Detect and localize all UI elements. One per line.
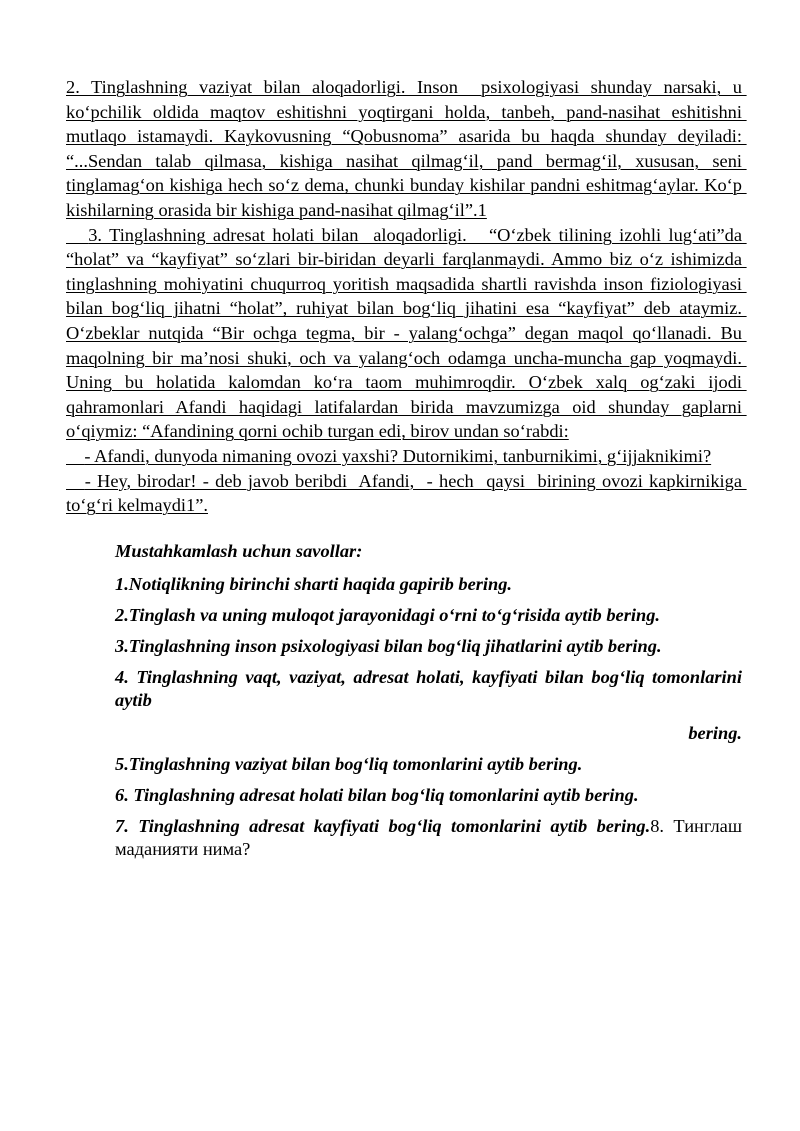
question-4-end: bering. bbox=[688, 722, 742, 743]
question-5: 5.Tinglashning vaziyat bilan bog‘liq tomonlarini aytib bering. bbox=[115, 753, 583, 774]
paragraph-addressee-state: 3. Tinglashning adresat holati bilan aloqadorligi. “O‘zbek tilining izohli lug‘ati”da “holat” va “kayfiyat” so‘zlari bir-biridan deyarli farqlanmaydi. Ammo biz o‘z ishimizda tinglashning mohiyatini chuqurroq yoritish maqsadida shartli ravishda inson fiziologiyasi bilan bog‘liq jihatni “holat”, ruhiyat bilan bog‘liq jihatini esa “kayfiyat” deb ataymiz. O‘zbeklar nutqida “Bir ochga tegma, bir - yalang‘ochga” degan maqol qo‘llanadi. Bu maqolning bir ma’nosi shuki, och va yalang‘och odamga uncha-muncha gap yoqmaydi. Uning bu holatida kalomdan ko‘ra taom muhimroqdir. O‘zbek xalq og‘zaki ijodi qahramonlari Afandi haqidagi latifalardan birida mavzumizga oid shunday gaplarni o‘qiymiz: “Afandining qorni ochib turgan edi, birov undan so‘rabdi: bbox=[66, 224, 747, 442]
paragraph-situation: 2. Tinglashning vaziyat bilan aloqadorligi. Inson psixologiyasi shunday narsaki, u ko‘pchilik oldida maqtov eshitishni yoqtirgani holda, tanbeh, pand-nasihat eshitishni mutlaqo istamaydi. Kaykovusning “Qobusnoma” asarida bu haqda shunday deyiladi: “...Sendan talab qilmasa, kishiga nasihat qilmag‘il, pand bermag‘il, xususan, seni tinglamag‘on kishiga hech so‘z dema, chunki bunday kishilar pandni eshitmag‘aylar. Ko‘p kishilarning orasida bir kishiga pand-nasihat qilmag‘il”.1 bbox=[66, 77, 747, 220]
questions-heading: Mustahkamlash uchun savollar: bbox=[115, 540, 363, 561]
paragraph-dialogue-answer: - Hey, birodar! - deb javob beribdi Afandi, - hech qaysi birining ovozi kapkirnikiga to‘g‘ri kelmaydi1”. bbox=[66, 470, 747, 516]
question-8: 8. Тинглаш маданияти нима? bbox=[115, 815, 742, 859]
question-7-and-8 bbox=[115, 815, 742, 861]
question-2: 2.Tinglash va uning muloqot jarayonidagi o‘rni to‘g‘risida aytib bering. bbox=[115, 604, 660, 625]
question-4: 4. Tinglashning vaqt, vaziyat, adresat holati, kayfiyati bilan bog‘liq tomonlarini aytib bbox=[115, 666, 742, 710]
question-1: 1.Notiqlikning birinchi sharti haqida gapirib bering. bbox=[115, 573, 513, 594]
review-questions bbox=[115, 540, 742, 861]
question-6: 6. Tinglashning adresat holati bilan bog‘liq tomonlarini aytib bering. bbox=[115, 784, 639, 805]
paragraph-dialogue-question: - Afandi, dunyoda nimaning ovozi yaxshi? Dutornikimi, tanburnikimi, g‘ijjaknikimi? bbox=[66, 445, 712, 466]
question-3: 3.Tinglashning inson psixologiyasi bilan bog‘liq jihatlarini aytib bering. bbox=[115, 635, 662, 656]
question-7: 7. Tinglashning adresat kayfiyati bog‘liq tomonlarini aytib bering. bbox=[115, 815, 651, 836]
document-page bbox=[66, 75, 747, 869]
